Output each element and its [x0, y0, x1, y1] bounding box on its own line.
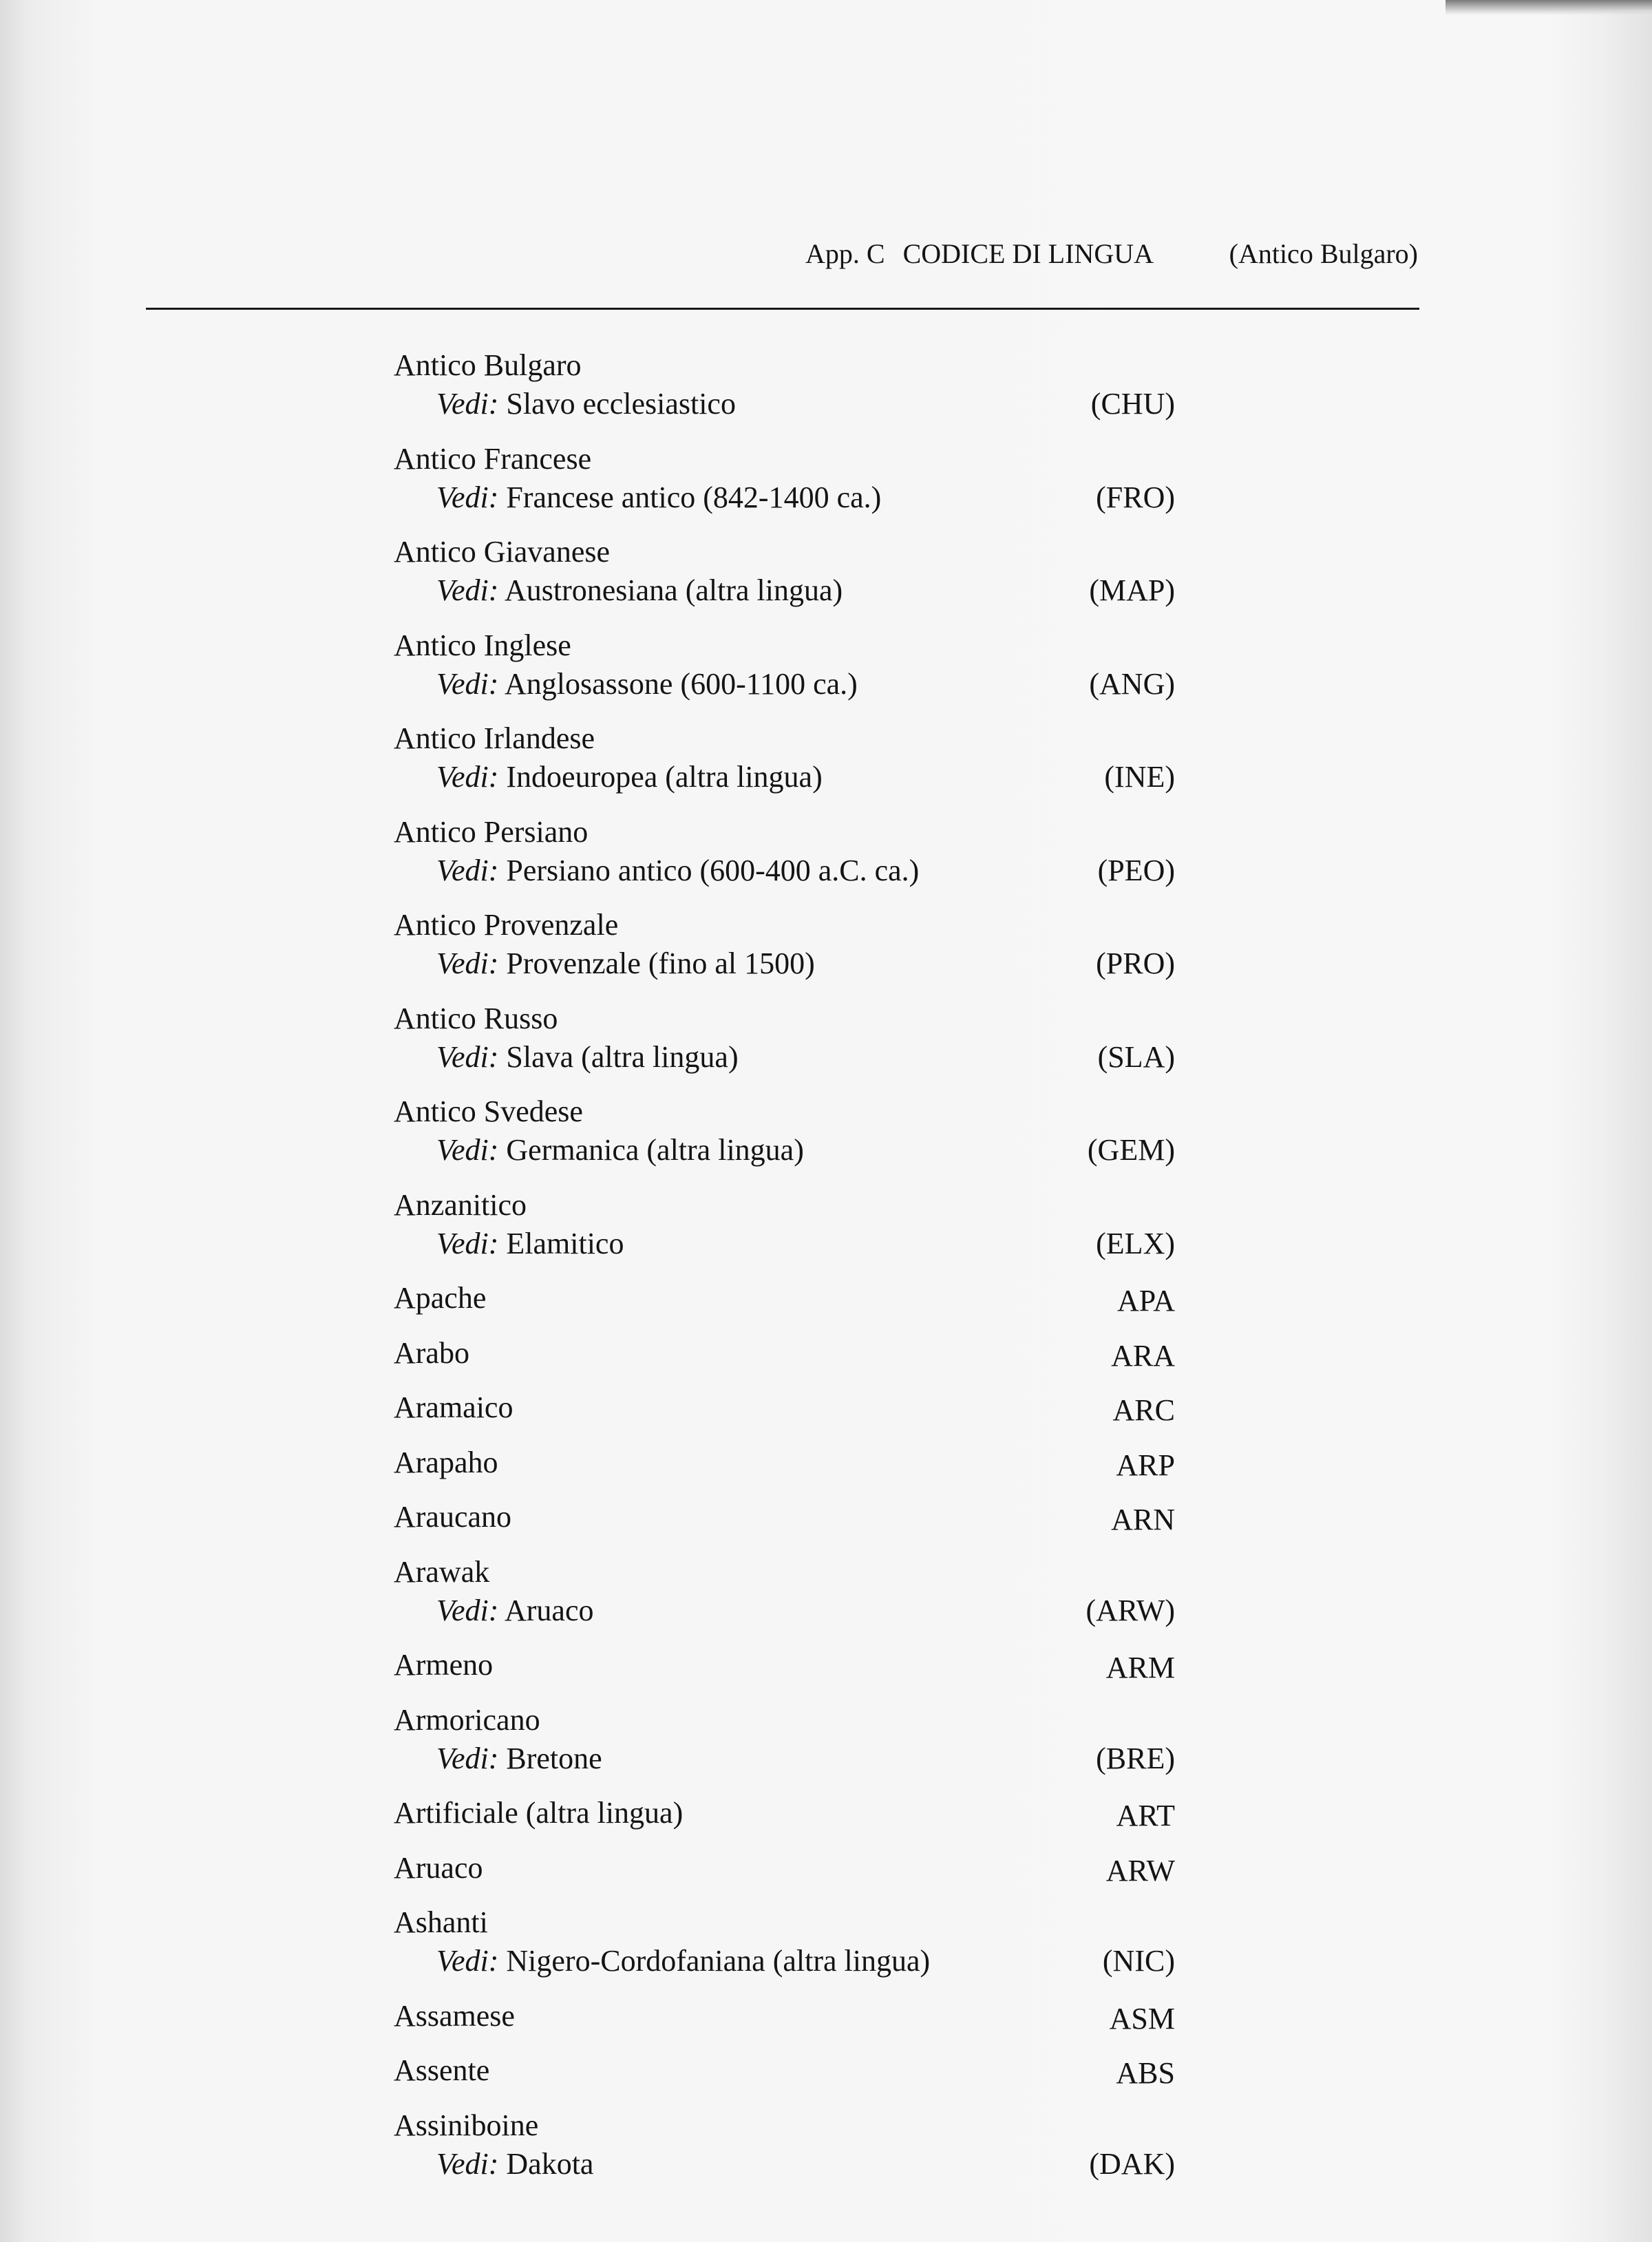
vedi-label: Vedi: — [436, 946, 499, 980]
entry-name: Araucano — [394, 1500, 512, 1534]
header-rule — [146, 308, 1419, 310]
vedi-label: Vedi: — [436, 760, 499, 794]
cross-reference-line — [394, 1591, 1175, 1630]
cross-reference-line — [394, 1942, 1175, 1980]
list-item — [394, 1849, 1175, 1904]
list-item — [394, 2051, 1175, 2106]
appendix-label: App. C — [805, 238, 885, 269]
cross-reference-target: Bretone — [506, 1741, 602, 1775]
list-item — [394, 533, 1175, 610]
entry-name: Arawak — [394, 1554, 490, 1589]
language-code: (CHU) — [1090, 387, 1175, 421]
vedi-label: Vedi: — [436, 1593, 499, 1627]
cross-reference-line — [394, 478, 1175, 517]
entry-name: Aramaico — [394, 1390, 513, 1424]
language-code: ARW — [1105, 1853, 1175, 1887]
scan-edge-shadow — [1446, 0, 1652, 15]
language-code: ABS — [1116, 2056, 1175, 2090]
entry-name: Ashanti — [394, 1905, 488, 1939]
language-code: (SLA) — [1097, 1039, 1175, 1074]
cross-reference-line — [394, 758, 1175, 796]
language-code: (ANG) — [1089, 666, 1175, 701]
entry-name: Arabo — [394, 1335, 469, 1370]
cross-reference-line — [394, 852, 1175, 890]
list-item — [394, 813, 1175, 890]
list-item — [394, 1498, 1175, 1553]
cross-reference-target: Elamitico — [506, 1226, 624, 1260]
entry-name: Assente — [394, 2053, 490, 2087]
list-item — [394, 1000, 1175, 1077]
entry-row — [394, 1498, 1175, 1553]
language-code: (PEO) — [1097, 853, 1175, 887]
language-code: (NIC) — [1102, 1944, 1175, 1978]
language-code: (BRE) — [1096, 1741, 1175, 1775]
entry-name: Antico Giavanese — [394, 535, 610, 569]
cross-reference-line — [394, 944, 1175, 983]
entry-name: Antico Provenzale — [394, 908, 619, 942]
list-item — [394, 906, 1175, 983]
language-code: (MAP) — [1089, 573, 1175, 607]
entry-row — [394, 1334, 1175, 1389]
entry-name: Arapaho — [394, 1445, 498, 1479]
cross-reference-target: Indoeuropea (altra lingua) — [506, 760, 823, 794]
vedi-label: Vedi: — [436, 480, 499, 514]
cross-reference-line — [394, 1739, 1175, 1778]
list-item — [394, 1388, 1175, 1443]
language-code: (GEM) — [1087, 1133, 1175, 1167]
cross-reference-line — [394, 385, 1175, 423]
list-item — [394, 1443, 1175, 1499]
vedi-label: Vedi: — [436, 1944, 499, 1978]
vedi-label: Vedi: — [436, 666, 499, 701]
vedi-label: Vedi: — [436, 387, 499, 421]
vedi-label: Vedi: — [436, 2146, 499, 2181]
list-item — [394, 1794, 1175, 1849]
entry-row — [394, 1849, 1175, 1904]
language-code: (INE) — [1104, 760, 1175, 794]
vedi-label: Vedi: — [436, 1226, 499, 1260]
entry-row — [394, 1388, 1175, 1443]
cross-reference-line — [394, 1225, 1175, 1263]
cross-reference-target: Nigero-Cordofaniana (altra lingua) — [506, 1944, 931, 1978]
entry-name: Armoricano — [394, 1702, 540, 1737]
entry-row — [394, 1443, 1175, 1499]
language-code: ARA — [1111, 1338, 1175, 1373]
entry-name: Antico Francese — [394, 441, 592, 476]
entry-name: Assiniboine — [394, 2108, 539, 2142]
list-item — [394, 1903, 1175, 1980]
language-code-list — [394, 346, 1175, 2199]
cross-reference-target: Persiano antico (600-400 a.C. ca.) — [506, 853, 920, 887]
language-code: ARM — [1105, 1651, 1175, 1684]
cross-reference-target: Francese antico (842-1400 ca.) — [506, 480, 882, 514]
cross-reference-target: Slava (altra lingua) — [506, 1039, 739, 1074]
list-item — [394, 1334, 1175, 1389]
vedi-label: Vedi: — [436, 1039, 499, 1074]
entry-name: Antico Persiano — [394, 814, 589, 849]
entry-name: Aruaco — [394, 1850, 483, 1885]
entry-name: Anzanitico — [394, 1187, 527, 1222]
language-code: (ARW) — [1086, 1593, 1175, 1627]
language-code: (PRO) — [1096, 946, 1175, 980]
cross-reference-target: Provenzale (fino al 1500) — [506, 946, 815, 980]
language-code: ARN — [1111, 1503, 1175, 1536]
cross-reference-target: Dakota — [506, 2146, 594, 2181]
list-item — [394, 346, 1175, 423]
cross-reference-target: Slavo ecclesiastico — [506, 387, 736, 421]
list-item — [394, 1186, 1175, 1263]
list-item — [394, 440, 1175, 517]
language-code: (ELX) — [1096, 1226, 1175, 1260]
entry-row — [394, 1279, 1175, 1334]
list-item — [394, 719, 1175, 796]
language-code: ART — [1116, 1799, 1175, 1832]
language-code: ASM — [1109, 2001, 1175, 2035]
running-head: (Antico Bulgaro) — [1229, 238, 1418, 269]
list-item — [394, 1092, 1175, 1170]
vedi-label: Vedi: — [436, 1133, 499, 1167]
vedi-label: Vedi: — [436, 1741, 499, 1775]
list-item — [394, 626, 1175, 704]
entry-row — [394, 1997, 1175, 2052]
list-item — [394, 1701, 1175, 1778]
cross-reference-line — [394, 2145, 1175, 2183]
entry-name: Antico Irlandese — [394, 721, 595, 755]
cross-reference-line — [394, 665, 1175, 704]
language-code: APA — [1117, 1284, 1175, 1318]
cross-reference-target: Anglosassone (600-1100 ca.) — [504, 666, 858, 701]
entry-name: Apache — [394, 1281, 487, 1315]
cross-reference-line — [394, 1038, 1175, 1077]
entry-name: Assamese — [394, 1998, 515, 2033]
language-code: (FRO) — [1096, 480, 1175, 514]
language-code: ARP — [1116, 1448, 1175, 1482]
entry-name: Antico Svedese — [394, 1094, 583, 1128]
cross-reference-target: Germanica (altra lingua) — [506, 1133, 804, 1167]
entry-name: Artificiale (altra lingua) — [394, 1796, 684, 1830]
cross-reference-line — [394, 571, 1175, 610]
cross-reference-target: Austronesiana (altra lingua) — [504, 573, 843, 607]
vedi-label: Vedi: — [436, 573, 499, 607]
entry-row — [394, 2051, 1175, 2106]
entry-name: Antico Bulgaro — [394, 348, 582, 382]
entry-name: Antico Inglese — [394, 628, 571, 662]
entry-row — [394, 1794, 1175, 1849]
header-left — [805, 237, 1154, 270]
entry-name: Armeno — [394, 1648, 494, 1682]
list-item — [394, 1646, 1175, 1701]
entry-name: Antico Russo — [394, 1001, 558, 1035]
language-code: ARC — [1112, 1393, 1175, 1427]
entry-row — [394, 1646, 1175, 1701]
cross-reference-target: Aruaco — [504, 1593, 594, 1627]
section-title: CODICE DI LINGUA — [902, 238, 1154, 269]
cross-reference-line — [394, 1131, 1175, 1170]
running-header — [805, 237, 1418, 270]
list-item — [394, 1997, 1175, 2052]
list-item — [394, 2106, 1175, 2183]
language-code: (DAK) — [1089, 2146, 1175, 2181]
list-item — [394, 1553, 1175, 1630]
list-item — [394, 1279, 1175, 1334]
vedi-label: Vedi: — [436, 853, 499, 887]
